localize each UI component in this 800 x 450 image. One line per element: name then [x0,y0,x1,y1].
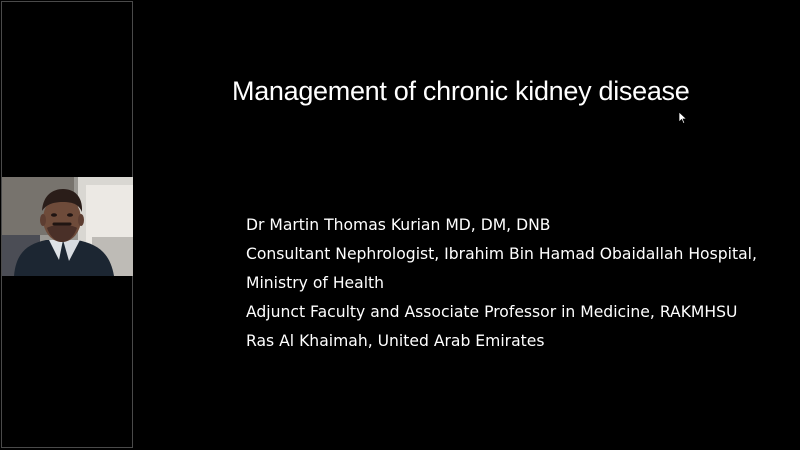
person-video-icon [2,177,133,276]
participants-panel [1,1,133,448]
speaker-ministry-line: Ministry of Health [246,274,385,292]
speaker-position-line: Consultant Nephrologist, Ibrahim Bin Hamad Obaidallah Hospital, [246,245,757,263]
slide-title: Management of chronic kidney disease [232,76,690,106]
speaker-details [246,211,796,356]
presentation-slide [134,0,800,450]
speaker-name-line: Dr Martin Thomas Kurian MD, DM, DNB [246,216,551,234]
arrow-cursor-icon [679,112,687,124]
speaker-faculty-line: Adjunct Faculty and Associate Professor in Medicine, RAKMHSU [246,303,738,321]
speaker-location-line: Ras Al Khaimah, United Arab Emirates [246,332,545,350]
participant-video-tile[interactable] [2,177,133,276]
